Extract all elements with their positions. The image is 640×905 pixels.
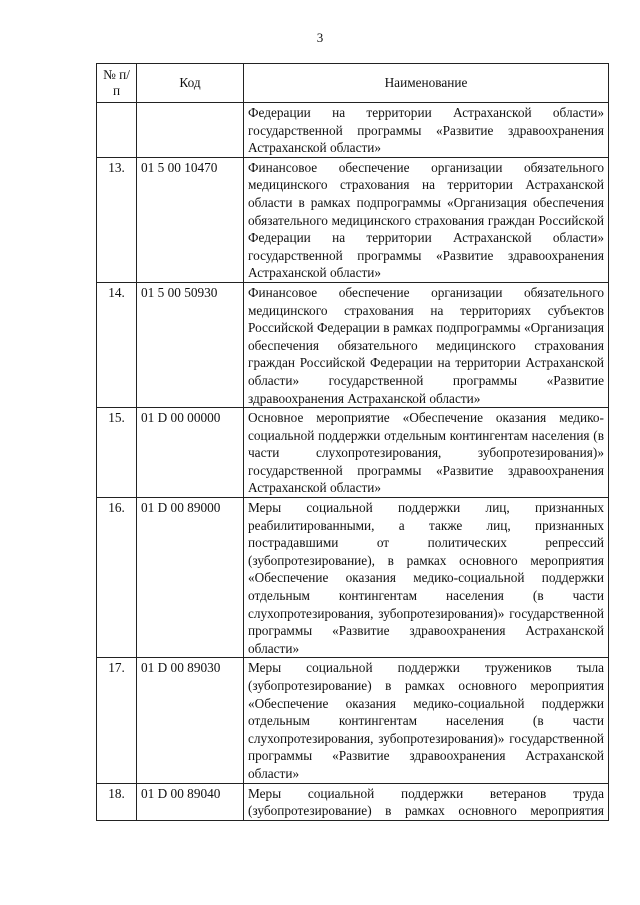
row-name: Федерации на территории Астраханской области» государственной программы «Развитие здравоохранения Астраханской области»: [244, 103, 609, 158]
header-num: № п/п: [97, 64, 137, 103]
row-code: 01 5 00 50930: [137, 282, 244, 407]
page-number: 3: [316, 30, 324, 45]
row-num: 15.: [97, 408, 137, 498]
header-code: Код: [137, 64, 244, 103]
table-row: [97, 498, 609, 658]
row-num: [97, 103, 137, 158]
header-name: Наименование: [244, 64, 609, 103]
row-name: Меры социальной поддержки лиц, признанных реабилитированными, а также лиц, признанных пострадавшими от политических репрессий (зубопротезирование), в рамках основного мероприятия «Обеспечение оказания медико-социальной поддержки отдельным контингентам населения (в части слухопротезирования, зубопротезирования)» государственной программы «Развитие здравоохранения Астраханской области»: [244, 498, 609, 658]
row-num: 16.: [97, 498, 137, 658]
row-name: Основное мероприятие «Обеспечение оказания медико-социальной поддержки отдельным контингентам населения (в части слухопротезирования, зубопротезирования)» государственной программы «Развитие здравоохранения Астраханской области»: [244, 408, 609, 498]
row-code: 01 D 00 89030: [137, 658, 244, 783]
row-code: 01 5 00 10470: [137, 157, 244, 282]
table-row: [97, 103, 609, 158]
budget-code-table: [96, 63, 609, 821]
table-row: [97, 658, 609, 783]
row-name: Финансовое обеспечение организации обязательного медицинского страхования на территории Астраханской области в рамках подпрограммы «Организация обеспечения обязательного медицинского страхования граждан Российской Федерации на территории Астраханской области» государственной программы «Развитие здравоохранения Астраханской области»: [244, 157, 609, 282]
row-code: [137, 103, 244, 158]
table-header-row: [97, 64, 609, 103]
table-row: [97, 282, 609, 407]
row-code: 01 D 00 00000: [137, 408, 244, 498]
row-name: Финансовое обеспечение организации обязательного медицинского страхования на территориях субъектов Российской Федерации в рамках подпрограммы «Организация обеспечения обязательного медицинского страхования граждан Российской Федерации на территории Астраханской области» государственной программы «Развитие здравоохранения Астраханской области»: [244, 282, 609, 407]
row-name: Меры социальной поддержки тружеников тыла (зубопротезирование) в рамках основного мероприятия «Обеспечение оказания медико-социальной поддержки отдельным контингентам населения (в части слухопротезирования, зубопротезирования)» государственной программы «Развитие здравоохранения Астраханской области»: [244, 658, 609, 783]
row-code: 01 D 00 89000: [137, 498, 244, 658]
row-name: Меры социальной поддержки ветеранов труда (зубопротезирование) в рамках основного мероприятия: [244, 783, 609, 820]
table-row: [97, 783, 609, 820]
row-code: 01 D 00 89040: [137, 783, 244, 820]
row-num: 17.: [97, 658, 137, 783]
table-row: [97, 157, 609, 282]
row-num: 18.: [97, 783, 137, 820]
row-num: 14.: [97, 282, 137, 407]
row-num: 13.: [97, 157, 137, 282]
table-row: [97, 408, 609, 498]
